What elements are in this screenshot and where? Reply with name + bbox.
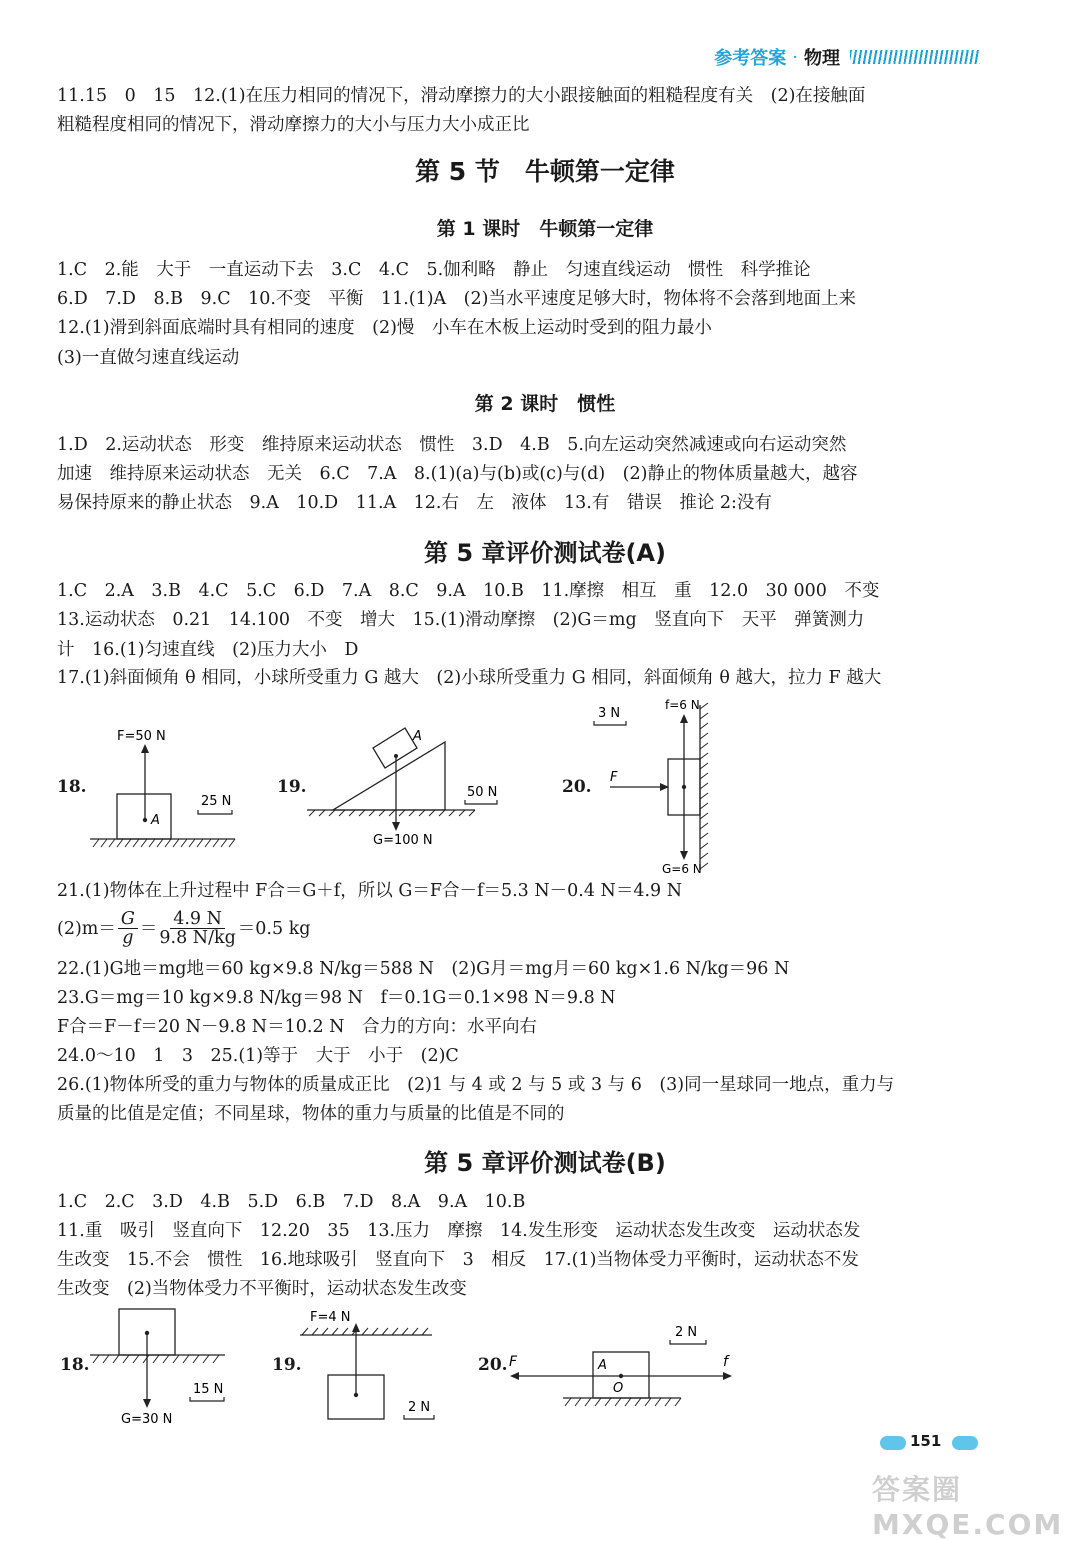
force-label: F=50 N — [117, 729, 166, 744]
block — [117, 794, 171, 839]
center-label: O — [613, 1381, 624, 1396]
answer-line: 12.(1)滑到斜面底端时具有相同的速度 (2)慢 小车在木板上运动时受到的阻力最小 — [57, 318, 712, 338]
scale-bar — [670, 1340, 706, 1344]
answer-line: 24.0～10 1 3 25.(1)等于 大于 小于 (2)C — [57, 1046, 459, 1066]
answer-line: 13.运动状态 0.21 14.100 不变 增大 15.(1)滑动摩擦 (2)G＝mg 竖直向下 天平 弹簧测力 — [57, 610, 865, 630]
figure-number: 18. — [57, 777, 87, 797]
force-point — [143, 818, 147, 822]
point-label: A — [598, 1358, 607, 1373]
incline — [333, 742, 445, 810]
gravity-arrowhead — [680, 851, 688, 860]
page-number-decoration — [952, 1436, 978, 1450]
ground-hatching — [93, 839, 235, 847]
answer-line: 生改变 (2)当物体受力不平衡时，运动状态发生改变 — [57, 1279, 467, 1299]
force-point — [619, 1374, 623, 1378]
scale-label: 3 N — [598, 706, 621, 721]
answer-line: 易保持原来的静止状态 9.A 10.D 11.A 12.右 左 液体 13.有 错误 推论 2:没有 — [57, 493, 772, 513]
left-arrowhead — [510, 1372, 519, 1380]
figure-number: 19. — [277, 777, 307, 797]
figure-number: 19. — [272, 1355, 302, 1375]
answer-line: 11.15 0 15 12.(1)在压力相同的情况下，滑动摩擦力的大小跟接触面的粗糙程度有关 (2)在接触面 — [57, 86, 866, 106]
ground-hatching — [93, 1355, 219, 1363]
force-point — [354, 1393, 358, 1397]
fraction-result: ＝0.5 kg — [237, 918, 311, 939]
wall-hatching — [700, 703, 708, 869]
header-stripe-decoration — [850, 50, 980, 64]
force-point — [682, 785, 686, 789]
answer-line: 11.重 吸引 竖直向下 12.20 35 13.压力 摩擦 14.发生形变 运动状态发生改变 运动状态发 — [57, 1221, 861, 1241]
fraction — [118, 910, 138, 947]
watermark: 答案圈 MXQE.COM — [872, 1473, 1064, 1541]
answer-line: 粗糙程度相同的情况下，滑动摩擦力的大小与压力大小成正比 — [57, 115, 530, 135]
scale-label: 2 N — [675, 1325, 698, 1340]
answer-line: 1.C 2.能 大于 一直运动下去 3.C 4.C 5.伽利略 静止 匀速直线运动 惯性 科学推论 — [57, 260, 811, 280]
answer-line: 1.C 2.C 3.D 4.B 5.D 6.B 7.D 8.A 9.A 10.B — [57, 1192, 526, 1212]
gravity-arrowhead — [143, 1399, 151, 1408]
figure-a18-force-diagram — [85, 720, 245, 850]
answer-line: 质量的比值是定值；不同星球，物体的重力与质量的比值是不同的 — [57, 1104, 565, 1124]
scale-label: 50 N — [467, 785, 498, 800]
gravity-arrowhead — [392, 822, 400, 831]
answer-line: 计 16.(1)匀速直线 (2)压力大小 D — [57, 640, 359, 660]
figure-number: 20. — [562, 777, 592, 797]
scale-bar — [594, 721, 626, 725]
force-arrowhead — [352, 1323, 360, 1332]
page-number: 151 — [910, 1432, 942, 1450]
answer-line: 1.C 2.A 3.B 4.C 5.C 6.D 7.A 8.C 9.A 10.B 11.摩擦 相互 重 12.0 30 000 不变 — [57, 581, 880, 601]
fraction — [159, 910, 235, 947]
scale-label: 2 N — [408, 1400, 431, 1415]
friction-label: f=6 N — [665, 698, 700, 712]
page-number-decoration — [880, 1436, 906, 1450]
answer-line: 23.G＝mg＝10 kg×9.8 N/kg＝98 N f＝0.1G＝0.1×98 N＝9.8 N — [57, 988, 616, 1008]
gravity-label: G=100 N — [373, 833, 433, 848]
figure-b20-horizontal-diagram — [505, 1318, 745, 1413]
fraction-denominator: 9.8 N/kg — [159, 928, 236, 948]
scale-label: 15 N — [193, 1382, 224, 1397]
lesson-title: 第 2 课时 惯性 — [474, 393, 616, 415]
answer-line: 生改变 15.不会 惯性 16.地球吸引 竖直向下 3 相反 17.(1)当物体受力平衡时，运动状态不发 — [57, 1250, 859, 1270]
block-on-incline — [373, 728, 417, 768]
force-arrowhead — [141, 744, 149, 753]
figure-number: 18. — [60, 1355, 90, 1375]
force-label: F=4 N — [310, 1310, 351, 1325]
gravity-label: G=30 N — [121, 1412, 173, 1427]
section-title: 第 5 节 牛顿第一定律 — [415, 157, 675, 186]
figure-a20-wall-diagram — [590, 695, 730, 880]
lesson-title: 第 1 课时 牛顿第一定律 — [436, 218, 654, 240]
answer-line: 1.D 2.运动状态 形变 维持原来运动状态 惯性 3.D 4.B 5.向左运动突然减速或向右运动突然 — [57, 435, 847, 455]
fraction-numerator: 4.9 N — [170, 910, 225, 929]
ceiling-hatching — [302, 1328, 428, 1335]
header-subject: 物理 — [804, 48, 840, 69]
scale-bar — [198, 810, 232, 814]
scale-bar — [404, 1415, 434, 1419]
answer-line-fraction — [57, 910, 311, 947]
fraction-prefix: (2)m＝ — [57, 918, 116, 939]
answer-line: 26.(1)物体所受的重力与物体的质量成正比 (2)1 与 4 或 2 与 5 或 3 与 6 (3)同一星球同一地点，重力与 — [57, 1075, 895, 1095]
answer-line: 21.(1)物体在上升过程中 F合＝G＋f，所以 G＝F合－f＝5.3 N－0.4 N＝4.9 N — [57, 881, 683, 901]
point-label: A — [151, 813, 160, 828]
ground-hatching — [565, 1398, 681, 1406]
answer-line: 加速 维持原来运动状态 无关 6.C 7.A 8.(1)(a)与(b)或(c)与(d) (2)静止的物体质量越大，越容 — [57, 464, 858, 484]
figure-b18-force-diagram — [85, 1305, 245, 1435]
scale-label: 25 N — [201, 794, 232, 809]
fraction-denominator: g — [122, 928, 134, 948]
scale-bar — [190, 1397, 224, 1401]
answer-line: 17.(1)斜面倾角 θ 相同，小球所受重力 G 越大 (2)小球所受重力 G 相同，斜面倾角 θ 越大，拉力 F 越大 — [57, 668, 882, 688]
answer-line: 6.D 7.D 8.B 9.C 10.不变 平衡 11.(1)A (2)当水平速度足够大时，物体将不会落到地面上来 — [57, 289, 856, 309]
page-header — [714, 44, 980, 70]
right-force-label: f — [723, 1354, 728, 1370]
ground-hatching — [309, 810, 475, 816]
push-label: F — [610, 770, 618, 785]
force-point — [145, 1331, 149, 1335]
scale-bar — [465, 800, 497, 804]
test-title: 第 5 章评价测试卷(B) — [424, 1149, 666, 1177]
gravity-label: G=6 N — [662, 862, 702, 876]
answer-line: 22.(1)G地＝mg地＝60 kg×9.8 N/kg＝588 N (2)G月＝mg月＝60 kg×1.6 N/kg＝96 N — [57, 959, 790, 979]
answer-line: (3)一直做匀速直线运动 — [57, 348, 240, 368]
right-arrowhead — [723, 1372, 732, 1380]
point-label: A — [413, 729, 422, 744]
header-tag: 参考答案 — [714, 48, 787, 69]
left-force-label: F — [509, 1354, 518, 1370]
figure-b19-hanging-diagram — [298, 1305, 448, 1425]
test-title: 第 5 章评价测试卷(A) — [424, 539, 666, 567]
fraction-equals: ＝ — [139, 918, 158, 939]
friction-arrowhead — [680, 714, 688, 723]
force-point — [394, 754, 398, 758]
answer-line: F合＝F－f＝20 N－9.8 N＝10.2 N 合力的方向：水平向右 — [57, 1017, 537, 1037]
fraction-numerator: G — [118, 910, 138, 929]
figure-number: 20. — [478, 1355, 508, 1375]
header-dot: · — [792, 46, 798, 68]
figure-a19-incline-diagram — [305, 720, 515, 850]
